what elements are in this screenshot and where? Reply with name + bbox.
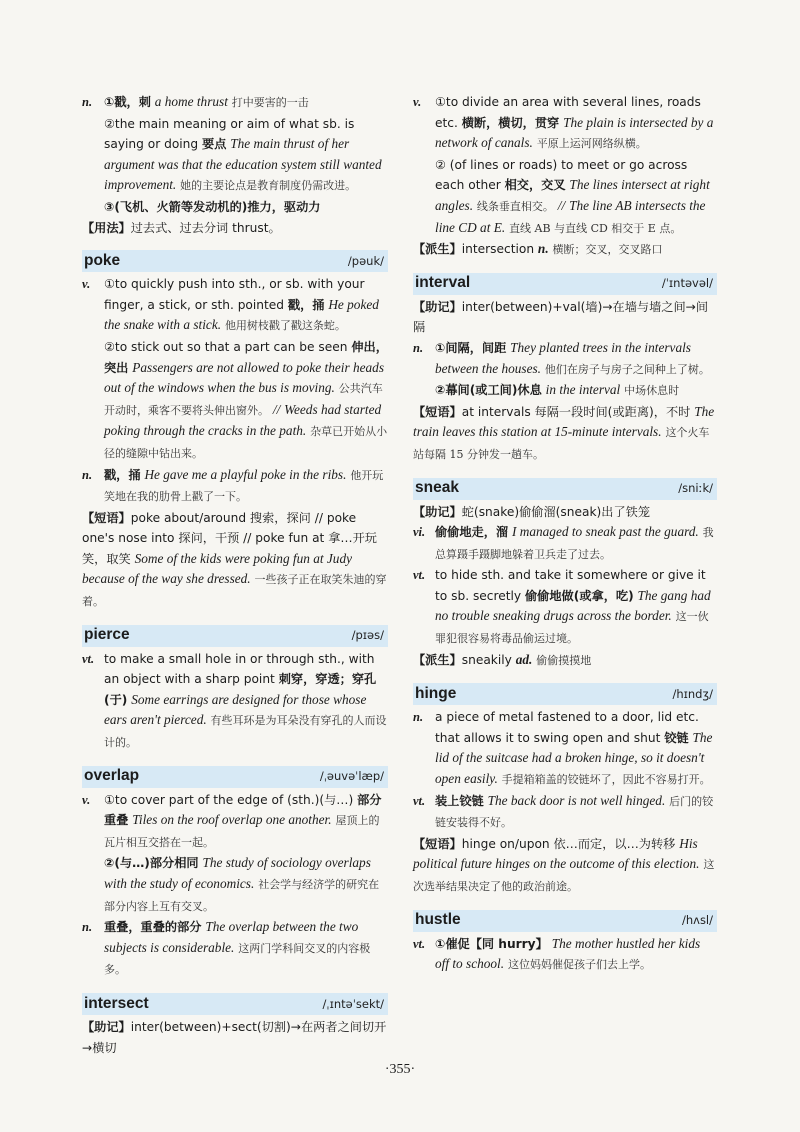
- example-cn: 这个火车站每隔 15 分钟发一趟车。: [413, 426, 710, 461]
- part-of-speech: vt.: [413, 936, 426, 951]
- usage-text: 过去式、过去分词 thrust。: [130, 220, 281, 235]
- sense-1: [104, 274, 388, 337]
- sense-2: [104, 853, 388, 917]
- entry-hustle: [413, 934, 717, 976]
- pronunciation: /hʌsl/: [681, 913, 713, 928]
- part-of-speech: vt.: [413, 568, 426, 583]
- sense-3: ③(飞机、火箭等发动机的)推力，驱动力: [104, 199, 321, 214]
- example-cn: 线条垂直相交。: [476, 199, 554, 213]
- mnemonic-note: [82, 1017, 388, 1058]
- definition-cn: 装上铰链: [435, 793, 484, 808]
- entry-header-overlap: [82, 766, 388, 788]
- example-en: The train leaves this station at 15-minute intervals.: [413, 403, 715, 440]
- example-en: I managed to sneak past the guard.: [512, 524, 699, 540]
- headword: poke: [84, 251, 121, 269]
- sense-verb: [413, 92, 717, 239]
- definition-cn: 伸出，突出: [104, 339, 388, 375]
- definition-en: a piece of metal fastened to a door, lid etc. that allows it to swing open and shut: [435, 710, 699, 745]
- definition-cn: 相交，交叉: [504, 178, 566, 193]
- page-number: ·355·: [384, 1062, 416, 1077]
- sense-transitive: [413, 791, 717, 834]
- example-en: Some of the kids were poking fun at Judy because of the way she dressed.: [82, 550, 353, 587]
- sense-1: [104, 92, 388, 114]
- example-en: His political future hinges on the outcome of this election.: [413, 835, 700, 872]
- separator: //: [272, 401, 281, 417]
- definition-cn: 戳，捅: [104, 467, 141, 482]
- phrase-label: 【短语】: [413, 836, 462, 851]
- example-cn: 她的主要论点是教育制度仍需改进。: [180, 179, 357, 193]
- definition-en: ①to quickly push into sth., or sb. with your finger, a stick, or sth. pointed: [104, 277, 365, 312]
- definition-cn: ②(与…)部分相同: [104, 856, 199, 871]
- usage-note: [82, 218, 388, 239]
- phrase-label: 【短语】: [413, 404, 462, 419]
- example-cn: 这位妈妈催促孩子们去上学。: [507, 958, 651, 972]
- entry-poke: [82, 274, 388, 613]
- part-of-speech: n.: [82, 467, 93, 482]
- part-of-speech: vt.: [413, 793, 426, 808]
- example-en: The back door is not well hinged.: [487, 792, 666, 808]
- sense-noun: [413, 707, 717, 790]
- pronunciation: /ˌəuvəˈlæp/: [319, 769, 384, 784]
- pronunciation: /ˌɪntəˈsekt/: [322, 996, 384, 1011]
- usage-label: 【用法】: [82, 220, 131, 235]
- mnemonic-label: 【助记】: [413, 299, 462, 314]
- mnemonic-text: inter(between)+val(墙)→在墙与墙之间→间隔: [413, 299, 709, 335]
- example-cn: 他们在房子与房子之间种上了树。: [544, 362, 710, 376]
- entry-header-hustle: [413, 910, 717, 932]
- example-en: Passengers are not allowed to poke their heads out of the windows when the bus is moving.: [104, 359, 384, 396]
- sense-2: [435, 380, 717, 402]
- entry-thrust-continued: [82, 92, 388, 238]
- entry-header-poke: [82, 250, 388, 272]
- example-en: Some earrings are designed for those whose ears aren't pierced.: [104, 691, 367, 728]
- pronunciation: /ˈɪntəvəl/: [661, 276, 713, 291]
- derivation-word: sneakily: [461, 652, 512, 667]
- phrase-note: [82, 508, 388, 613]
- example-en: The mother hustled her kids off to school.: [435, 935, 701, 972]
- definition-cn: ①戳，刺: [104, 95, 151, 109]
- example-cn: 平原上运河网络纵横。: [536, 137, 647, 151]
- definition-cn: ②幕间(或工间)休息: [435, 383, 542, 398]
- definition-cn: ①间隔，间距: [435, 340, 507, 355]
- example-en: The study of sociology overlaps with the study of economics.: [104, 855, 371, 891]
- example-cn: 打中要害的一击: [231, 96, 309, 109]
- separator: //: [557, 197, 566, 213]
- entry-interval: [413, 297, 717, 466]
- example-en: Weeds had started poking through the cracks in the path.: [104, 401, 382, 439]
- part-of-speech: n.: [413, 710, 424, 725]
- definition-cn: 铰链: [664, 730, 689, 745]
- phrase-note: [413, 834, 717, 898]
- headword: hustle: [415, 911, 461, 929]
- example-en: The overlap between the two subjects is considerable.: [104, 919, 359, 955]
- definition-cn: 刺穿，穿透；穿孔(于): [104, 672, 377, 707]
- example-en: The plain is intersected by a network of canals.: [435, 114, 714, 151]
- example-cn: 后门的铰链安装得不好。: [435, 794, 714, 830]
- definition-en: ②the main meaning or aim of what sb. is saying or doing: [104, 116, 355, 152]
- headword: intersect: [84, 994, 149, 1012]
- part-of-speech: n.: [413, 340, 424, 355]
- definition-cn: ①催促【同 hurry】: [435, 936, 548, 951]
- part-of-speech: v.: [413, 95, 422, 109]
- right-column: [413, 92, 717, 976]
- entry-hinge: [413, 707, 717, 897]
- sense-2: [104, 114, 388, 197]
- entry-sneak: [413, 502, 717, 672]
- pronunciation: /pɪəs/: [351, 628, 384, 643]
- derivation-pos: n.: [537, 241, 549, 257]
- entry-header-pierce: [82, 625, 388, 647]
- sense-verb: [82, 790, 388, 918]
- mnemonic-label: 【助记】: [413, 504, 462, 519]
- example-en: He poked the snake with a stick.: [104, 296, 379, 333]
- phrase-text: poke about/around 搜索，探问 // poke one's nose into 探问，干预 // poke fun at 拿…开玩笑，取笑: [82, 510, 377, 566]
- example-cn: 这次选举结果决定了他的政治前途。: [413, 858, 715, 893]
- phrase-label: 【短语】: [82, 510, 131, 525]
- example-cn: 他用树枝戳了戳这条蛇。: [224, 319, 346, 333]
- sense-1: [435, 338, 717, 380]
- definition-cn: 要点: [202, 137, 227, 152]
- example-en: Tiles on the roof overlap one another.: [132, 812, 332, 828]
- sense-noun: [82, 92, 388, 218]
- definition-cn: 戳，捅: [287, 297, 325, 312]
- definition-en: to hide sth. and take it somewhere or give it to sb. secretly: [435, 568, 706, 603]
- headword: sneak: [415, 479, 459, 497]
- definition-en: to make a small hole in or through sth., with an object with a sharp point: [104, 651, 375, 687]
- entry-header-interval: [413, 273, 717, 295]
- definition-cn: 横断，横切，贯穿: [461, 115, 560, 130]
- example-en: The lid of the suitcase had a broken hinge, so it doesn't open easily.: [435, 729, 713, 787]
- example-en: The gang had no trouble sneaking drugs across the border.: [435, 587, 711, 624]
- phrase-text: hinge on/upon 依…而定，以…为转移: [461, 836, 676, 851]
- mnemonic-note: [413, 502, 717, 523]
- part-of-speech: vi.: [413, 525, 426, 540]
- sense-transitive: [413, 565, 717, 649]
- part-of-speech: v.: [82, 792, 91, 807]
- sense-2: [435, 155, 717, 239]
- part-of-speech: v.: [82, 277, 91, 292]
- derivation-cn: 横断；交叉，交叉路口: [552, 243, 663, 257]
- example-cn: 公共汽车开动时，乘客不要将头伸出窗外。: [104, 382, 383, 417]
- example-cn: 直线 AB 与直线 CD 相交于 E 点。: [509, 221, 682, 235]
- entry-pierce: [82, 649, 388, 754]
- example-cn: 他开玩笑地在我的肋骨上戳了一下。: [104, 468, 384, 504]
- pronunciation: /hɪndʒ/: [672, 686, 713, 701]
- example-en: in the interval: [545, 382, 621, 398]
- sense-1: [104, 790, 388, 854]
- derivation-word: intersection: [461, 242, 535, 257]
- sense-intransitive: [413, 522, 717, 565]
- example-en: They planted trees in the intervals between the houses.: [435, 339, 691, 376]
- example-cn: 手提箱箱盖的铰链坏了，因此不容易打开。: [501, 773, 711, 787]
- derivation-label: 【派生】: [413, 652, 462, 667]
- example-cn: 这一伙罪犯很容易将毒品偷运过境。: [435, 610, 709, 646]
- entry-overlap: [82, 790, 388, 981]
- definition-cn: 部分重叠: [104, 792, 382, 828]
- headword: hinge: [415, 684, 457, 702]
- phrase-note: [413, 402, 717, 466]
- mnemonic-note: [413, 297, 717, 338]
- mnemonic-text: 蛇(snake)偷偷溜(sneak)出了铁笼: [461, 504, 651, 519]
- headword: overlap: [84, 767, 140, 785]
- entry-header-intersect: [82, 993, 388, 1015]
- example-cn: 我总算蹑手蹑脚地躲着卫兵走了过去。: [435, 526, 714, 561]
- headword: pierce: [84, 626, 130, 644]
- sense-noun: [413, 338, 717, 402]
- example-cn: 有些耳环是为耳朵没有穿孔的人而设计的。: [104, 714, 387, 750]
- example-cn: 中场休息时: [624, 384, 680, 398]
- sense-noun: [82, 465, 388, 508]
- definition-en: ②to stick out so that a part can be seen: [104, 339, 348, 354]
- pronunciation: /pəuk/: [347, 253, 384, 268]
- part-of-speech: vt.: [82, 651, 95, 666]
- derivation-label: 【派生】: [413, 242, 462, 257]
- example-cn: 社会学与经济学的研究在部分内容上互有交叉。: [104, 878, 380, 913]
- derivation-note: [413, 239, 717, 261]
- sense-1: [435, 92, 717, 155]
- definition-en: ①to divide an area with several lines, roads etc.: [435, 95, 701, 130]
- sense-verb: [82, 274, 388, 464]
- pronunciation: /sniːk/: [678, 481, 713, 496]
- sense-noun: [82, 917, 388, 981]
- example-en: The main thrust of her argument was that the education system still wanted improvement.: [104, 136, 382, 193]
- example-cn: 一些孩子正在取笑朱迪的穿着。: [82, 573, 387, 609]
- entry-intersect-continued: [413, 92, 717, 261]
- example-cn: 这两门学科间交叉的内容极多。: [104, 941, 371, 977]
- headword: interval: [415, 274, 471, 292]
- entry-header-hinge: [413, 683, 717, 705]
- definition-cn: 偷偷地做(或拿，吃): [525, 588, 634, 603]
- part-of-speech: n.: [82, 95, 93, 109]
- mnemonic-label: 【助记】: [82, 1019, 131, 1034]
- example-en: a home thrust: [154, 94, 228, 109]
- part-of-speech: n.: [82, 920, 93, 935]
- definition-en: ② (of lines or roads) to meet or go across each other: [435, 157, 688, 193]
- left-column: [82, 92, 388, 1058]
- example-en: The line AB intersects the line CD at E.: [435, 197, 706, 235]
- derivation-pos: ad.: [515, 651, 533, 667]
- phrase-text: at intervals 每隔一段时间(或距离)，不时: [461, 404, 691, 419]
- definition-cn: 重叠，重叠的部分: [104, 920, 202, 935]
- example-en: He gave me a playful poke in the ribs.: [144, 466, 347, 482]
- mnemonic-text: inter(between)+sect(切割)→在两者之间切开→横切: [82, 1019, 387, 1055]
- entry-header-sneak: [413, 478, 717, 500]
- definition-cn: 偷偷地走，溜: [435, 525, 509, 540]
- example-en: The lines intersect at right angles.: [435, 177, 710, 213]
- derivation-cn: 偷偷摸摸地: [536, 653, 592, 667]
- definition-en: ①to cover part of the edge of (sth.)(与…): [104, 792, 354, 807]
- sense-2: [104, 337, 388, 465]
- example-cn: 杂草已开始从小径的缝隙中钻出来。: [104, 425, 388, 460]
- example-cn: 屋顶上的瓦片相互交搭在一起。: [104, 814, 380, 849]
- derivation-note: [413, 650, 717, 672]
